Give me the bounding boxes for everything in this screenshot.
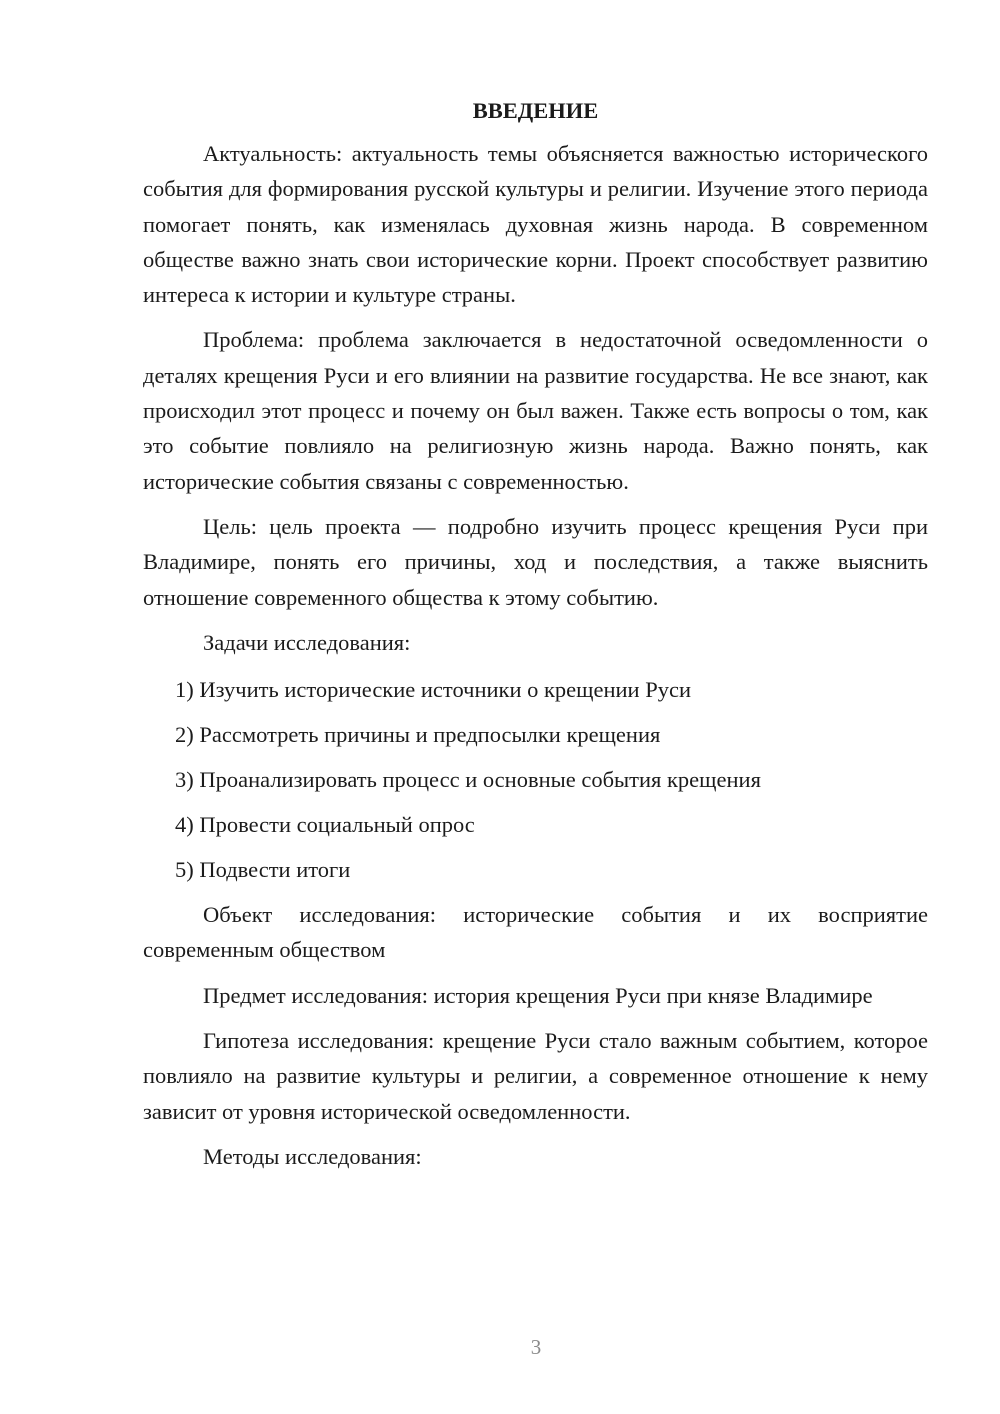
- problem-paragraph: Проблема: проблема заключается в недостаточной осведомленности о деталях крещения Руси и его влиянии на развитие государства. Не все знают, как происходил этот процесс и почему он был важен. Также есть вопросы о том, как это событие повлияло на религиозную жизнь народа. Важно понять, как исторические события связаны с современностью.: [143, 327, 928, 494]
- relevance-paragraph: Актуальность: актуальность темы объясняется важностью исторического события для формирования русской культуры и религии. Изучение этого периода помогает понять, как изменялась духовная жизнь народа. В современном обществе важно знать свои исторические корни. Проект способствует развитию интереса к истории и культуре страны.: [143, 141, 928, 308]
- page-content: [143, 93, 928, 1186]
- tasks-list: [143, 672, 928, 887]
- tasks-heading: Задачи исследования:: [203, 629, 411, 655]
- page-number: 3: [530, 1335, 542, 1359]
- task-item: 1) Изучить исторические источники о крещении Руси: [175, 677, 692, 703]
- goal-paragraph: Цель: цель проекта — подробно изучить процесс крещения Руси при Владимире, понять его причины, ход и последствия, а также выяснить отношение современного общества к этому событию.: [143, 513, 928, 610]
- subject-paragraph: Предмет исследования: история крещения Руси при князе Владимире: [203, 982, 873, 1008]
- methods-heading: Методы исследования:: [203, 1143, 422, 1169]
- task-item: 3) Проанализировать процесс и основные события крещения: [175, 767, 761, 793]
- object-paragraph: Объект исследования: исторические события и их восприятие современным обществом: [143, 902, 928, 963]
- task-item: 2) Рассмотреть причины и предпосылки крещения: [175, 722, 661, 748]
- hypothesis-paragraph: Гипотеза исследования: крещение Руси стало важным событием, которое повлияло на развитие культуры и религии, а современное отношение к нему зависит от уровня исторической осведомленности.: [143, 1028, 928, 1124]
- section-heading: ВВЕДЕНИЕ: [472, 98, 599, 123]
- task-item: 4) Провести социальный опрос: [175, 812, 475, 838]
- task-item: 5) Подвести итоги: [175, 857, 351, 883]
